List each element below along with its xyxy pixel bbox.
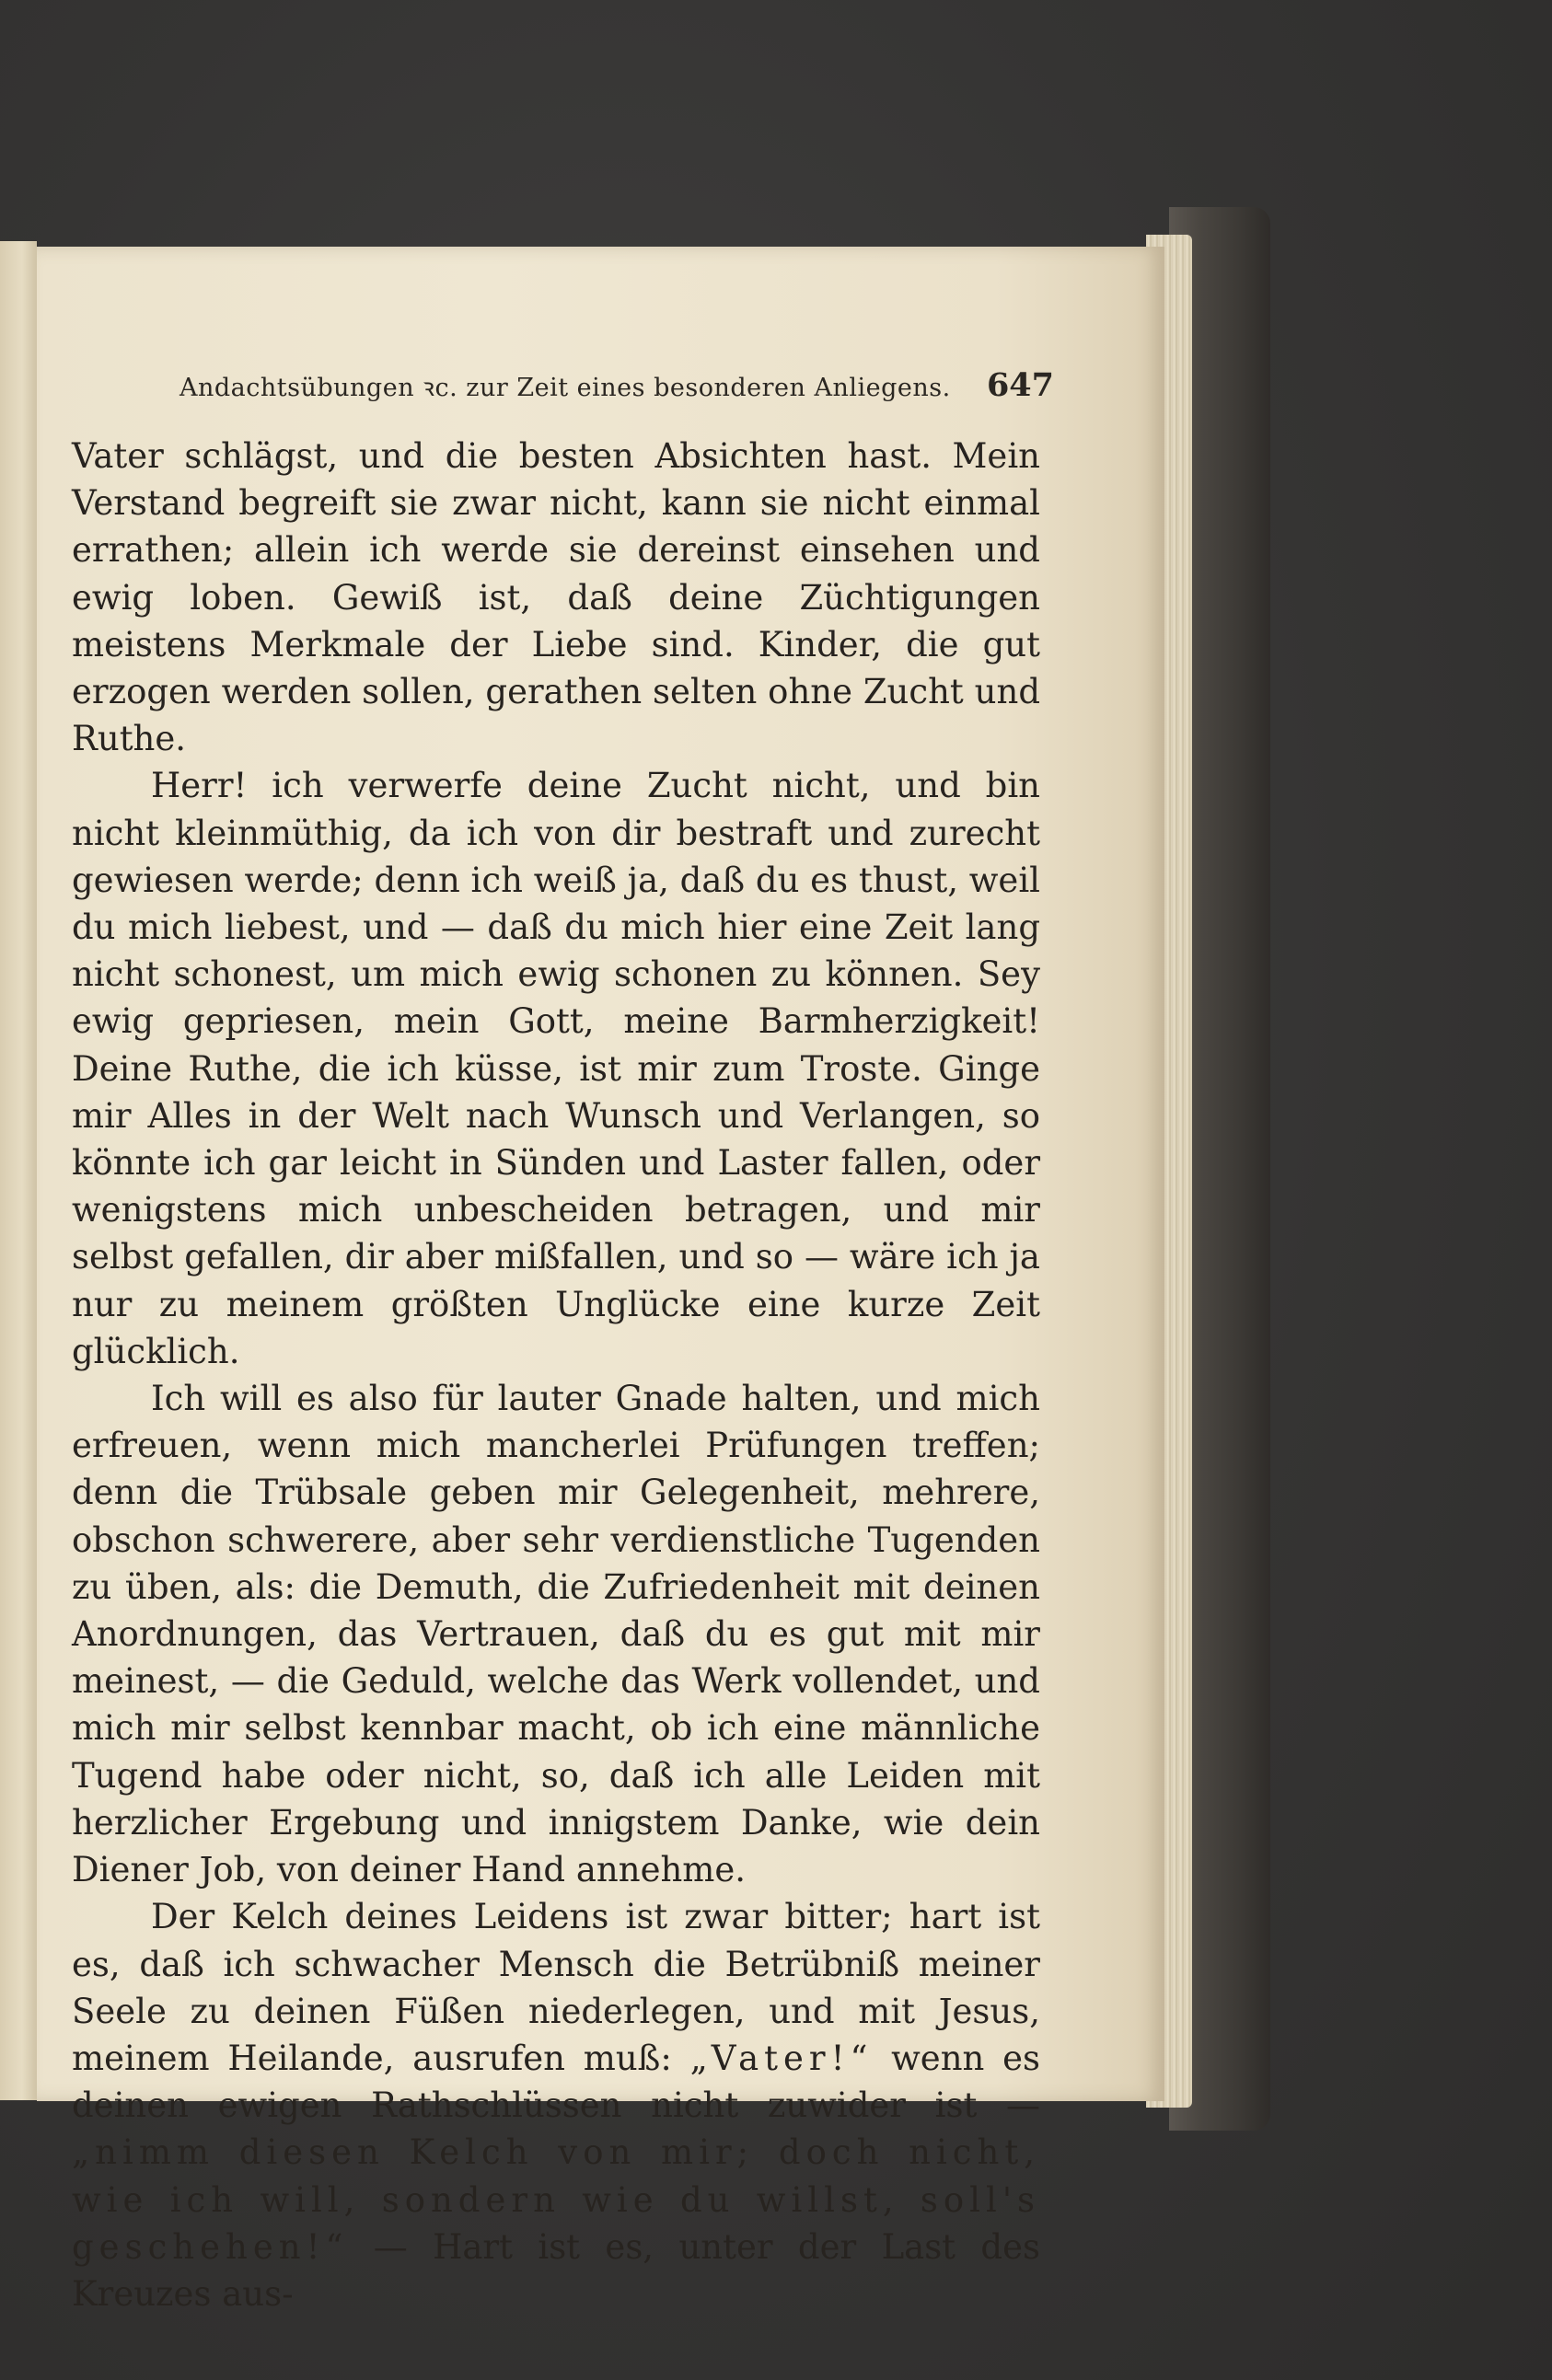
paragraph-4-part-c: — Hart ist es, unter der Last des Kreuzes aus- [72, 2226, 1040, 2314]
paragraph-1: Vater schlägst, und die besten Absichten hast. Mein Verstand begreift sie zwar nicht, kann sie nicht einmal errathen; allein ich werde sie dereinst einsehen und ewig loben. Gewiß ist, daß deine Züchtigungen meistens Merkmale der Liebe sind. Kinder, die gut erzogen werden sollen, gerathen selten ohne Zucht und Ruthe. [72, 436, 1040, 759]
running-title: Andachtsübungen ꝛc. zur Zeit eines besonderen Anliegens. [180, 374, 951, 402]
page-body [72, 433, 1040, 2317]
paragraph-2: Herr! ich verwerfe deine Zucht nicht, und bin nicht kleinmüthig, da ich von dir bestraft und zurecht gewiesen werde; denn ich weiß ja, daß du es thust, weil du mich liebest, und — daß du mich hier eine Zeit lang nicht schonest, um mich ewig schonen zu können. Sey ewig gepriesen, mein Gott, meine Barmherzigkeit! Deine Ruthe, die ich küsse, ist mir zum Troste. Ginge mir Alles in der Welt nach Wunsch und Verlangen, so könnte ich gar leicht in Sünden und Laster fallen, oder wenigstens mich unbescheiden betragen, und mir selbst gefallen, dir aber mißfallen, und so — wäre ich ja nur zu meinem größten Unglücke eine kurze Zeit glücklich. [72, 766, 1040, 1371]
paragraph-3: Ich will es also für lauter Gnade halten, und mich erfreuen, wenn mich mancherlei Prüfungen treffen; denn die Trübsale geben mir Gelegenheit, mehrere, obschon schwerere, aber sehr verdienstliche Tugenden zu üben, als: die Demuth, die Zufriedenheit mit deinen Anordnungen, das Vertrauen, daß du es gut mit mir meinest, — die Geduld, welche das Werk vollendet, und mich mir selbst kennbar macht, ob ich eine männliche Tugend habe oder nicht, so, daß ich alle Leiden mit herzlicher Ergebung und innigstem Danke, wie dein Diener Job, von deiner Hand annehme. [72, 1379, 1040, 1890]
paragraph-4-part-b: wenn es deinen ewigen Rathschlüssen nicht zuwider ist — [72, 2038, 1040, 2126]
quote-vater: „Vater!“ [689, 2038, 874, 2078]
paragraph-4 [72, 1893, 1040, 2317]
quote-kelch: „nimm diesen Kelch von mir; doch nicht, wie ich will, sondern wie du willst, soll's geschehen!“ [72, 2132, 1040, 2267]
previous-page-edge [0, 241, 37, 2100]
page-number: 647 [986, 366, 1054, 404]
running-head [180, 366, 1054, 407]
paragraph-4-part-a: Der Kelch deines Leidens ist zwar bitter; hart ist es, daß ich schwacher Mensch die Betrübniß meiner Seele zu deinen Füßen niederlegen, und mit Jesus, meinem Heilande, ausrufen muß: [72, 1897, 1040, 2078]
